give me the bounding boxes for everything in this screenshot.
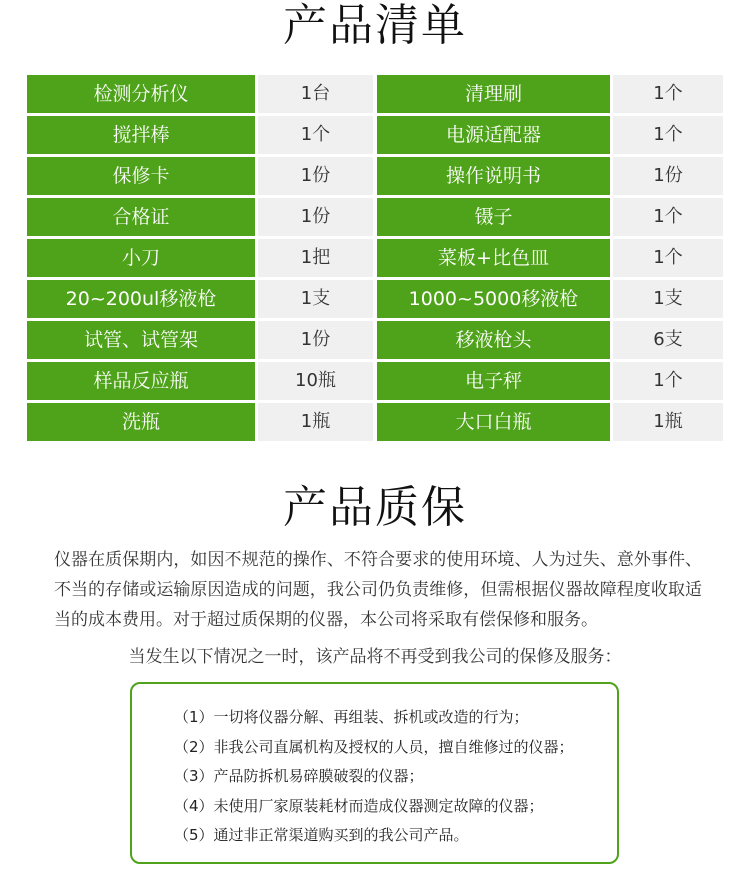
table-row bbox=[377, 280, 723, 318]
table-row bbox=[377, 321, 723, 359]
item-qty: 1把 bbox=[258, 239, 373, 277]
table-row bbox=[27, 362, 373, 400]
item-qty: 1份 bbox=[613, 157, 723, 195]
item-name: 大口白瓶 bbox=[377, 403, 610, 441]
item-name: 镊子 bbox=[377, 198, 610, 236]
item-name: 试管、试管架 bbox=[27, 321, 255, 359]
warranty-title: 产品质保 bbox=[283, 482, 467, 533]
item-qty: 1个 bbox=[258, 116, 373, 154]
list-item: （4）未使用厂家原装耗材而造成仪器测定故障的仪器； bbox=[174, 796, 544, 815]
item-name: 移液枪头 bbox=[377, 321, 610, 359]
item-name: 20~200ul移液枪 bbox=[27, 280, 255, 318]
item-qty: 1个 bbox=[613, 362, 723, 400]
item-name: 操作说明书 bbox=[377, 157, 610, 195]
item-name: 菜板+比色皿 bbox=[377, 239, 610, 277]
table-row bbox=[377, 198, 723, 236]
item-qty: 1支 bbox=[258, 280, 373, 318]
table-row bbox=[27, 280, 373, 318]
table-row bbox=[27, 198, 373, 236]
item-name: 搅拌棒 bbox=[27, 116, 255, 154]
product-table-right bbox=[377, 75, 723, 444]
product-table-left bbox=[27, 75, 373, 444]
table-row bbox=[27, 116, 373, 154]
table-row bbox=[377, 157, 723, 195]
list-item: （1）一切将仪器分解、再组装、拆机或改造的行为； bbox=[174, 708, 529, 726]
item-qty: 6支 bbox=[613, 321, 723, 359]
item-qty: 1个 bbox=[613, 116, 723, 154]
table-row bbox=[27, 403, 373, 441]
item-qty: 10瓶 bbox=[258, 362, 373, 400]
item-name: 样品反应瓶 bbox=[27, 362, 255, 400]
item-name: 清理刷 bbox=[377, 75, 610, 113]
warranty-intro: 当发生以下情况之一时，该产品将不再受到我公司的保修及服务： bbox=[128, 647, 622, 667]
item-name: 小刀 bbox=[27, 239, 255, 277]
table-row bbox=[377, 116, 723, 154]
table-row bbox=[377, 362, 723, 400]
item-name: 电子秤 bbox=[377, 362, 610, 400]
item-qty: 1台 bbox=[258, 75, 373, 113]
table-row bbox=[27, 157, 373, 195]
item-qty: 1个 bbox=[613, 75, 723, 113]
exclusion-list-box bbox=[130, 682, 619, 864]
exclusion-list bbox=[174, 703, 574, 851]
table-row bbox=[27, 239, 373, 277]
item-name: 保修卡 bbox=[27, 157, 255, 195]
warranty-paragraph: 仪器在质保期内，如因不规范的操作、不符合要求的使用环境、人为过失、意外事件、不当的存储或运输原因造成的问题，我公司仍负责维修，但需根据仪器故障程度收取适当的成本费用。对于超过质保期的仪器，本公司将采取有偿保修和服务。 bbox=[54, 550, 702, 630]
table-row bbox=[377, 239, 723, 277]
item-qty: 1个 bbox=[613, 198, 723, 236]
item-name: 洗瓶 bbox=[27, 403, 255, 441]
item-qty: 1个 bbox=[613, 239, 723, 277]
item-name: 1000~5000移液枪 bbox=[377, 280, 610, 318]
list-item: （2）非我公司直属机构及授权的人员，擅自维修过的仪器； bbox=[174, 737, 574, 756]
table-row bbox=[27, 75, 373, 113]
item-name: 检测分析仪 bbox=[27, 75, 255, 113]
list-item: （5）通过非正常渠道购买到的我公司产品。 bbox=[174, 826, 469, 844]
table-row bbox=[377, 403, 723, 441]
list-item: （3）产品防拆机易碎膜破裂的仪器； bbox=[174, 767, 424, 785]
item-qty: 1份 bbox=[258, 157, 373, 195]
item-qty: 1瓶 bbox=[258, 403, 373, 441]
item-qty: 1支 bbox=[613, 280, 723, 318]
table-row bbox=[377, 75, 723, 113]
product-list-title: 产品清单 bbox=[283, 0, 467, 51]
item-qty: 1份 bbox=[258, 198, 373, 236]
table-row bbox=[27, 321, 373, 359]
item-name: 电源适配器 bbox=[377, 116, 610, 154]
item-qty: 1瓶 bbox=[613, 403, 723, 441]
item-qty: 1份 bbox=[258, 321, 373, 359]
item-name: 合格证 bbox=[27, 198, 255, 236]
